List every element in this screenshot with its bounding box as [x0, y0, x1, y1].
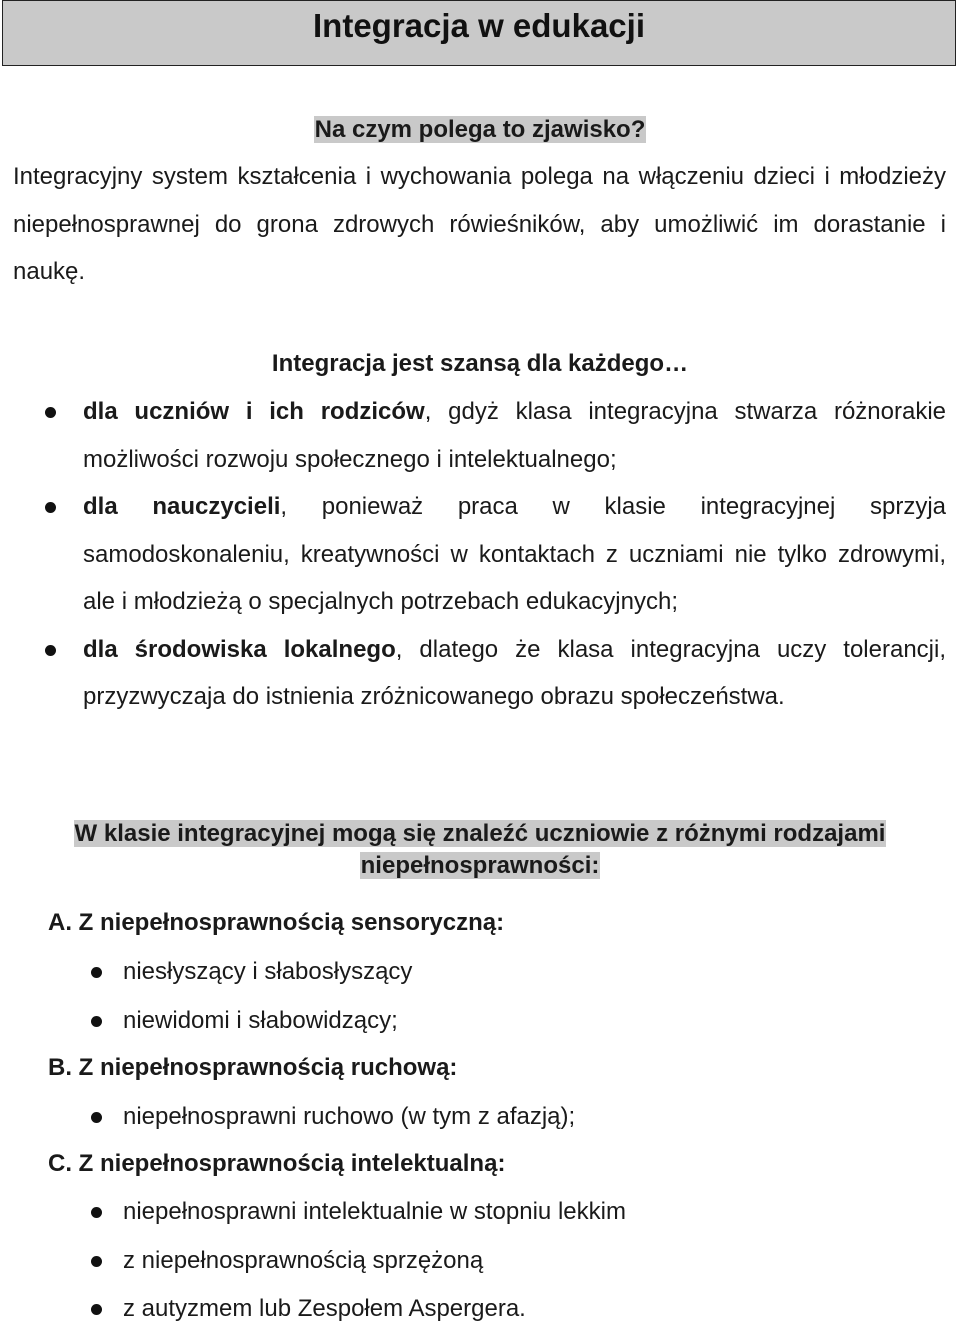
list-item [123, 1292, 526, 1326]
group-b-heading: B. Z niepełnosprawnością ruchową: [48, 1054, 458, 1081]
list-item-text: niesłyszący i słabosłyszący [123, 958, 413, 985]
list-item-text: , gdyż klasa integracyjna stwarza różnorakie możliwości rozwoju społecznego i intelektualnego; [83, 398, 947, 473]
list-item-text: z autyzmem lub Zespołem Aspergera. [123, 1295, 526, 1322]
list-item-text: , ponieważ praca w klasie integracyjnej sprzyja samodoskonaleniu, kreatywności w kontaktach z uczniami nie tylko zdrowymi, ale i młodzieżą o specjalnych potrzebach edukacyjnych; [83, 493, 947, 615]
bullet-icon [45, 502, 56, 513]
list-item [123, 1195, 626, 1229]
bullet-icon [45, 407, 56, 418]
beneficiaries-list [0, 388, 960, 721]
list-item [123, 1004, 398, 1038]
bullet-icon [91, 1207, 102, 1218]
list-item-text: niewidomi i słabowidzący; [123, 1007, 398, 1034]
section-heading-chance: Integracja jest szansą dla każdego… [271, 350, 689, 377]
group-c-heading: C. Z niepełnosprawnością intelektualną: [48, 1150, 506, 1177]
list-item [123, 1244, 483, 1278]
list-item [123, 1100, 575, 1134]
list-item-bold: dla uczniów i ich rodziców [83, 398, 425, 425]
list-item-text: , dlatego że klasa integracyjna uczy tolerancji, przyzwyczaja do istnienia zróżnicowanego obrazu społeczeństwa. [83, 635, 947, 710]
section-heading-disabilities [0, 818, 960, 882]
list-item [123, 955, 412, 989]
section-heading-line-2: niepełnosprawności: [360, 852, 600, 879]
list-item-text: z niepełnosprawnością sprzężoną [123, 1247, 484, 1274]
bullet-icon [91, 1112, 102, 1123]
page-title: Integracja w edukacji [313, 7, 645, 44]
section-heading-line-1: W klasie integracyjnej mogą się znaleźć uczniowie z różnymi rodzajami [74, 820, 886, 847]
bullet-icon [91, 1016, 102, 1027]
list-item-bold: dla nauczycieli [83, 493, 281, 520]
bullet-icon [91, 967, 102, 978]
list-item [0, 388, 946, 483]
section-heading-phenomenon-text: Na czym polega to zjawisko? [314, 116, 646, 143]
title-banner [2, 0, 956, 66]
intro-paragraph: Integracyjny system kształcenia i wychowania polega na włączeniu dzieci i młodzieży niepełnosprawnej do grona zdrowych rówieśników, aby umożliwić im dorastanie i naukę. [13, 163, 946, 285]
list-item [0, 483, 946, 626]
bullet-icon [91, 1304, 102, 1315]
list-item-text: niepełnosprawni intelektualnie w stopniu lekkim [123, 1198, 626, 1225]
bullet-icon [45, 645, 56, 656]
list-item-text: niepełnosprawni ruchowo (w tym z afazją); [123, 1103, 576, 1130]
section-heading-phenomenon [0, 113, 960, 147]
list-item-bold: dla środowiska lokalnego [83, 635, 396, 663]
bullet-icon [91, 1256, 102, 1267]
list-item [0, 626, 946, 721]
group-a-heading: A. Z niepełnosprawnością sensoryczną: [48, 909, 505, 936]
